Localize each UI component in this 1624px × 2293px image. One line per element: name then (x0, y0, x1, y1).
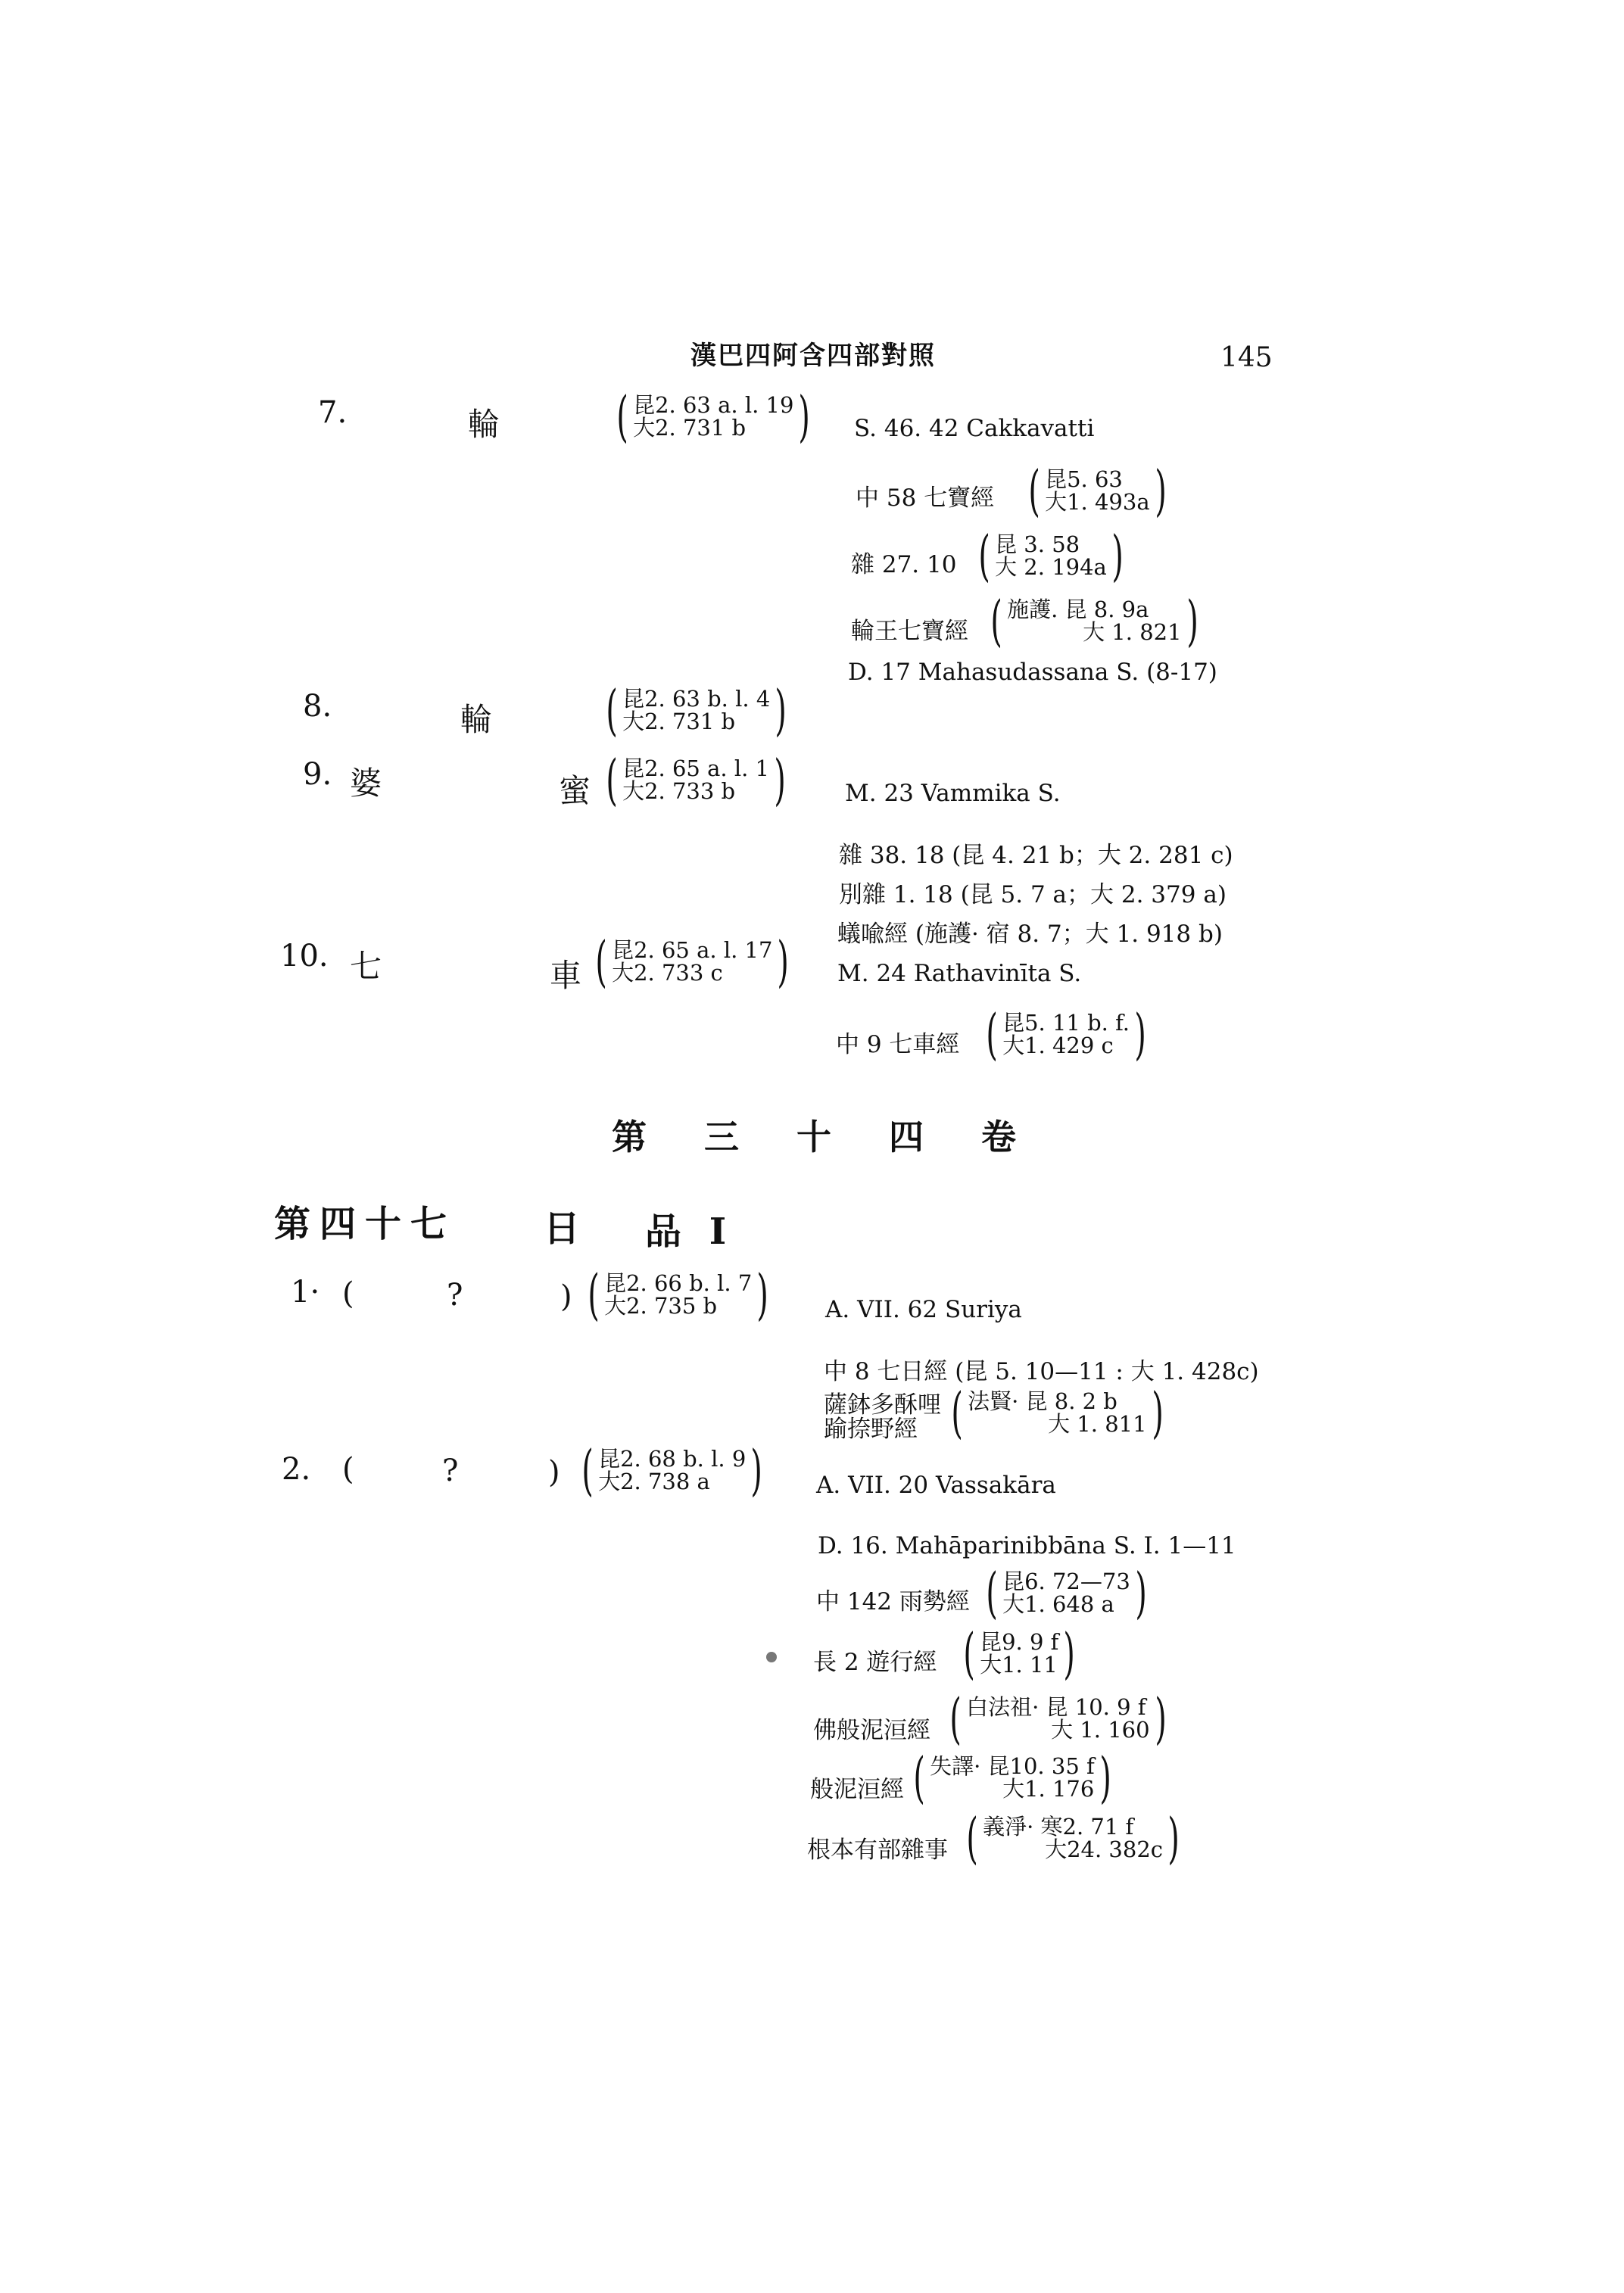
citation-bracket: ( 昆5. 11 b. f. 大1. 429 c ) (986, 1002, 1146, 1066)
citation-bracket: ( 昆5. 63 大1. 493a ) (1028, 459, 1167, 522)
citation-bracket: ( 昆6. 72—73 大1. 648 a ) (986, 1561, 1147, 1625)
citation-line: 大2. 731 b (622, 709, 736, 734)
citation-line: 昆2. 66 b. l. 7 (604, 1270, 753, 1296)
entry-number: 8. (303, 689, 332, 724)
citation-line: 法賢· 昆 8. 2 b (968, 1388, 1117, 1414)
citation-bracket: ( 昆2. 65 a. l. 17 大2. 733 c ) (595, 930, 790, 993)
parallel-label-multiline (824, 1393, 941, 1441)
parallel-label: 雜 38. 18 (昆 4. 21 b；大 2. 281 c) (839, 842, 1233, 869)
citation-line: 昆2. 65 a. l. 1 (622, 756, 769, 781)
unknown-mark: ? (442, 1453, 459, 1488)
open-paren: ( (342, 1452, 354, 1487)
citation-line: 大 1. 811 (1048, 1411, 1147, 1437)
citation-bracket: ( 法賢· 昆 8. 2 b 大 1. 811 ) (951, 1381, 1164, 1444)
citation-line: 大1. 648 a (1002, 1591, 1114, 1617)
citation-bracket: ( 昆2. 68 b. l. 9 大2. 738 a ) (581, 1438, 763, 1502)
open-paren: ( (342, 1276, 354, 1311)
close-paren: ) (560, 1279, 572, 1314)
citation-line: 大2. 738 a (598, 1469, 710, 1494)
chapter-heading-title: 日 (544, 1207, 581, 1250)
citation-line: 大1. 176 (1002, 1776, 1095, 1802)
citation-bracket: ( 昆2. 66 b. l. 7 大2. 735 b ) (588, 1263, 769, 1326)
citation-line: 昆6. 72—73 (1002, 1569, 1130, 1594)
unknown-mark: ? (447, 1278, 463, 1313)
chapter-heading-number: 第四十七 (274, 1203, 457, 1245)
parallel-label: 蟻喩經 (施護· 宿 8. 7；大 1. 918 b) (837, 921, 1223, 948)
citation-line: 大 1. 160 (1051, 1717, 1150, 1743)
citation-line: 大 2. 194a (995, 554, 1107, 580)
parallel-label-line: 薩鉢多酥哩 (824, 1391, 941, 1419)
pali-reference: S. 46. 42 Cakkavatti (854, 415, 1095, 442)
parallel-label: 中 9 七車經 (836, 1031, 960, 1058)
citation-line: 施護. 昆 8. 9a (1007, 597, 1149, 622)
citation-line: 大24. 382c (1045, 1837, 1164, 1862)
entry-number: 2. (282, 1452, 311, 1487)
citation-line: 大2. 733 b (622, 778, 736, 804)
parallel-label-line: 踰捺野經 (824, 1416, 918, 1443)
citation-line: 大1. 493a (1045, 489, 1150, 515)
citation-line: 白法祖· 昆 10. 9 f (966, 1694, 1146, 1720)
ink-speck (766, 1652, 777, 1662)
volume-heading: 第 三 十 四 卷 (612, 1117, 1040, 1157)
entry-title-end: 車 (550, 957, 582, 994)
citation-line: 昆2. 63 a. l. 19 (633, 392, 794, 418)
citation-line: 昆9. 9 f (980, 1629, 1059, 1655)
parallel-label: 中 8 七日經 (昆 5. 10—11 : 大 1. 428c) (824, 1358, 1259, 1385)
citation-line: 大 1. 821 (1083, 619, 1182, 645)
citation-bracket: ( 失譯· 昆10. 35 f 大1. 176 ) (913, 1746, 1111, 1809)
chapter-heading-suffix: 品 I (645, 1210, 734, 1253)
citation-line: 昆5. 63 (1045, 466, 1123, 492)
citation-bracket: ( 昆2. 63 b. l. 4 大2. 731 b ) (606, 678, 787, 742)
entry-number: 1· (291, 1275, 320, 1310)
citation-bracket: ( 昆9. 9 f 大1. 11 ) (963, 1622, 1076, 1685)
pali-reference: A. VII. 62 Suriya (825, 1296, 1022, 1323)
close-paren: ) (548, 1455, 560, 1490)
entry-title-start: 七 (350, 948, 382, 985)
entry-title-end: 蜜 (559, 772, 591, 809)
parallel-label: D. 17 Mahasudassana S. (8-17) (848, 659, 1217, 686)
citation-bracket: ( 昆2. 63 a. l. 19 大2. 731 b ) (616, 385, 811, 448)
page-number: 145 (1220, 342, 1273, 373)
citation-line: 昆2. 63 b. l. 4 (622, 686, 771, 712)
citation-line: 昆5. 11 b. f. (1002, 1010, 1130, 1036)
pali-reference: M. 23 Vammika S. (845, 780, 1061, 807)
citation-bracket: ( 昆2. 65 a. l. 1 大2. 733 b ) (606, 748, 786, 812)
running-header: 漢巴四阿含四部對照 (690, 341, 936, 371)
citation-line: 昆2. 65 a. l. 17 (612, 937, 773, 963)
pali-reference: A. VII. 20 Vassakāra (816, 1472, 1056, 1499)
parallel-label: 中 58 七寶經 (856, 484, 995, 512)
entry-title-start: 婆 (350, 765, 382, 802)
citation-bracket: ( 昆 3. 58 大 2. 194a ) (978, 524, 1124, 587)
citation-bracket: ( 白法祖· 昆 10. 9 f 大 1. 160 ) (949, 1687, 1167, 1750)
parallel-label: 雜 27. 10 (851, 551, 957, 578)
citation-bracket: ( 施護. 昆 8. 9a 大 1. 821 ) (990, 589, 1199, 653)
citation-line: 義淨· 寒2. 71 f (983, 1814, 1134, 1840)
citation-line: 大1. 11 (980, 1652, 1058, 1678)
pali-reference: M. 24 Rathavinīta S. (837, 960, 1082, 987)
parallel-label: 佛般泥洹經 (813, 1717, 930, 1744)
entry-title: 輪 (460, 701, 493, 738)
parallel-label: 長 2 遊行經 (813, 1649, 937, 1676)
parallel-label: 根本有部雜事 (807, 1837, 948, 1864)
parallel-label: D. 16. Mahāparinibbāna S. I. 1—11 (818, 1532, 1236, 1559)
citation-line: 大2. 735 b (604, 1293, 718, 1319)
entry-number: 10. (280, 939, 329, 974)
parallel-label: 中 142 雨勢經 (816, 1588, 970, 1615)
citation-line: 大1. 429 c (1002, 1033, 1114, 1058)
parallel-label: 別雜 1. 18 (昆 5. 7 a；大 2. 379 a) (839, 881, 1227, 908)
citation-line: 昆2. 68 b. l. 9 (598, 1446, 747, 1472)
citation-bracket: ( 義淨· 寒2. 71 f 大24. 382c ) (966, 1806, 1180, 1870)
citation-line: 大2. 731 b (633, 415, 747, 441)
parallel-label: 般泥洹經 (810, 1776, 904, 1803)
citation-line: 大2. 733 c (612, 960, 723, 986)
citation-line: 失譯· 昆10. 35 f (930, 1753, 1095, 1779)
entry-number: 7. (318, 395, 348, 430)
parallel-label: 輪王七寶經 (851, 618, 968, 645)
entry-title: 輪 (468, 406, 500, 443)
citation-line: 昆 3. 58 (995, 531, 1080, 557)
entry-number: 9. (303, 757, 332, 792)
